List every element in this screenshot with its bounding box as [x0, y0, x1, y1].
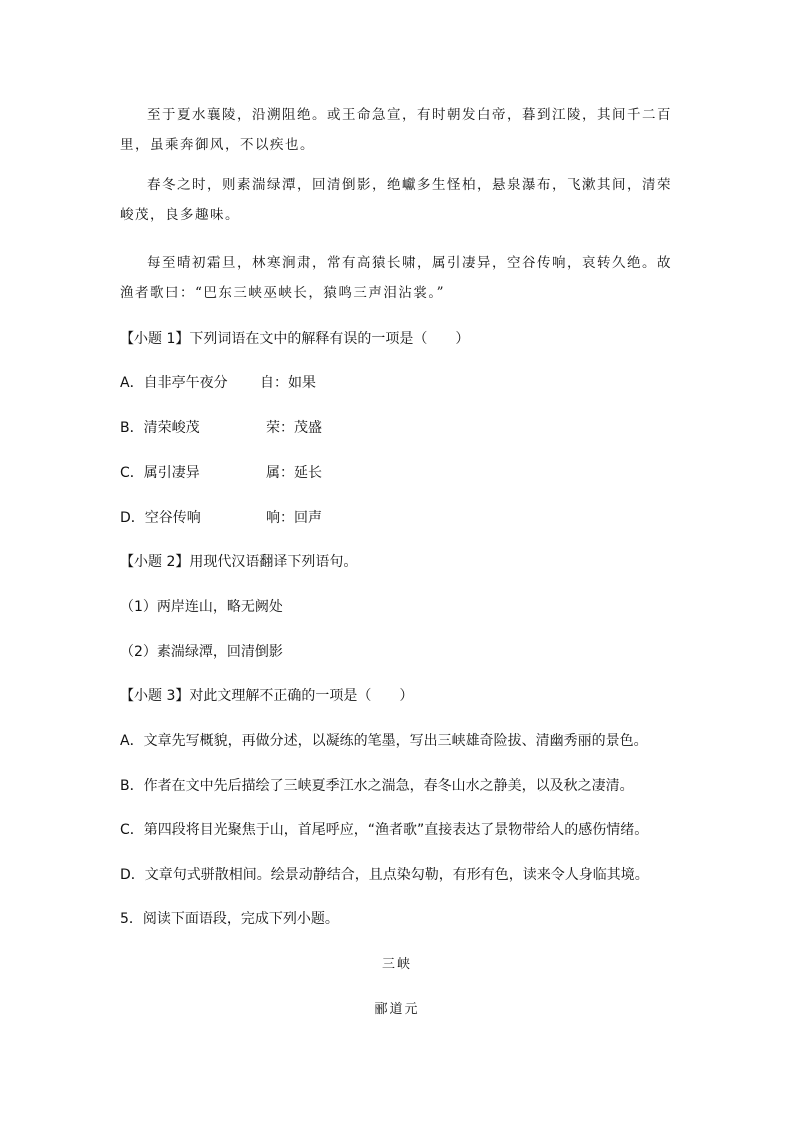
option-b-explain: 荣：茂盛	[266, 420, 322, 436]
option-c-phrase: C．属引凄异	[120, 465, 200, 481]
question-3-option-a: A．文章先写概貌，再做分述，以凝练的笔墨，写出三峡雄奇险拔、清幽秀丽的景色。	[120, 733, 648, 749]
question-1-option-a	[120, 373, 720, 393]
option-a-explain: 自：如果	[260, 375, 316, 391]
option-c-explain: 属：延长	[266, 465, 322, 481]
text-author: 郦道元	[374, 1002, 420, 1017]
question-3-option-d: D．文章句式骈散相间。绘景动静结合，且点染勾勒，有形有色，读来令人身临其境。	[120, 867, 649, 883]
question-3-option-c: C．第四段将目光聚焦于山，首尾呼应，“渔者歌”直接表达了景物带给人的感伤情绪。	[120, 822, 649, 838]
question-1-stem: 【小题 1】下列词语在文中的解释有误的一项是（ ）	[120, 331, 470, 347]
passage-paragraph-1: 至于夏水襄陵，沿溯阻绝。或王命急宣，有时朝发白帝，暮到江陵，其间千二百里，虽乘奔御风，不以疾也。	[120, 107, 672, 153]
passage-paragraph-3: 每至晴初霜旦，林寒涧肃，常有高猿长啸，属引凄异，空谷传响，哀转久绝。故渔者歌曰：“巴东三峡巫峡长，猿鸣三声泪沾裳。”	[120, 255, 672, 301]
option-d-phrase: D．空谷传响	[120, 510, 201, 526]
passage-paragraph-2: 春冬之时，则素湍绿潭，回清倒影，绝巘多生怪柏，悬泉瀑布，飞漱其间，清荣峻茂，良多趣味。	[120, 177, 672, 223]
question-5-stem: 5．阅读下面语段，完成下列小题。	[120, 911, 339, 927]
question-1-option-b	[120, 418, 720, 438]
question-1-option-d	[120, 508, 720, 528]
option-a-phrase: A．自非亭午夜分	[120, 375, 228, 391]
question-3-option-b: B．作者在文中先后描绘了三峡夏季江水之湍急，春冬山水之静美，以及秋之凄清。	[120, 778, 634, 794]
question-1-option-c	[120, 463, 720, 483]
question-3-stem: 【小题 3】对此文理解不正确的一项是（ ）	[120, 688, 414, 704]
option-d-explain: 响：回声	[266, 510, 322, 526]
text-title: 三峡	[381, 957, 412, 972]
question-2-item-2: （2）素湍绿潭，回清倒影	[120, 644, 283, 660]
option-b-phrase: B．清荣峻茂	[120, 420, 200, 436]
question-2-item-1: （1）两岸连山，略无阙处	[120, 599, 283, 615]
question-2-stem: 【小题 2】用现代汉语翻译下列语句。	[120, 554, 358, 570]
